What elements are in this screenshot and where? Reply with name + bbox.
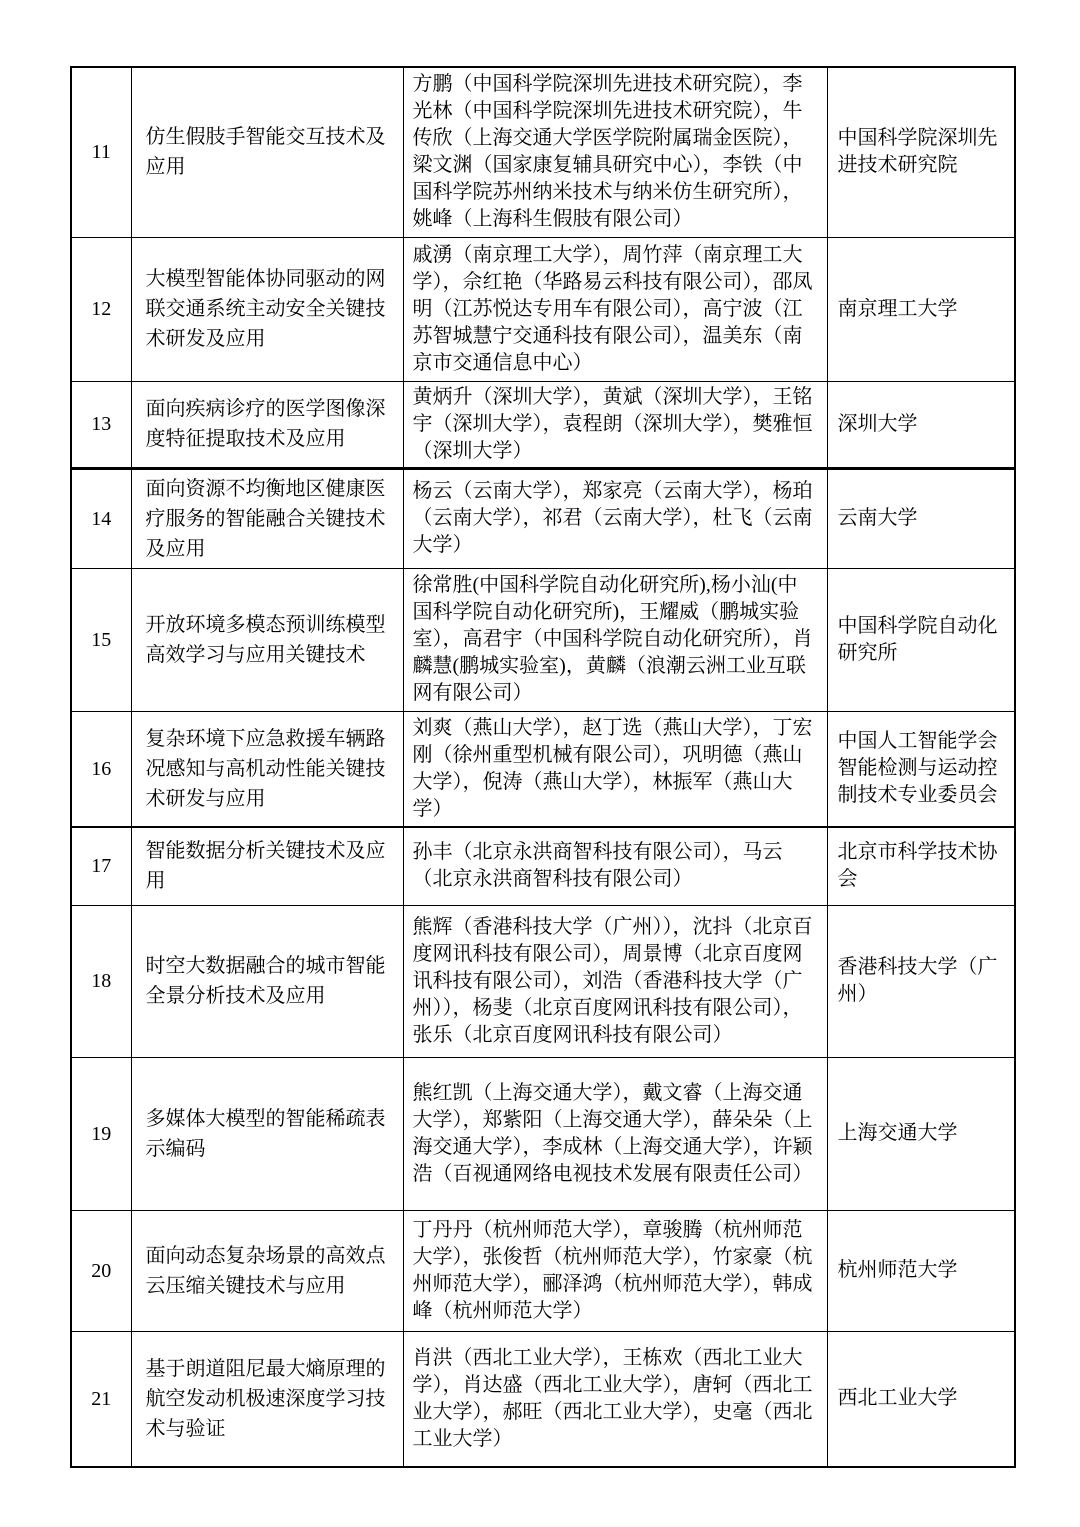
participants-cell: 熊辉（香港科技大学（广州）），沈抖（北京百度网讯科技有限公司），周景博（北京百度网讯科技有限公司），刘浩（香港科技大学（广州）），杨斐（北京百度网讯科技有限公司），张乐（北京百度网讯科技有限公司）: [403, 905, 827, 1057]
project-name-cell: 仿生假肢手智能交互技术及应用: [131, 67, 403, 237]
project-name-cell: 基于朗道阻尼最大熵原理的航空发动机极速深度学习技术与验证: [131, 1331, 403, 1467]
project-name-cell: 时空大数据融合的城市智能全景分析技术及应用: [131, 905, 403, 1057]
project-name-cell: 复杂环境下应急救援车辆路况感知与高机动性能关键技术研发与应用: [131, 711, 403, 827]
participants-cell: 孙丰（北京永洪商智科技有限公司），马云（北京永洪商智科技有限公司）: [403, 827, 827, 905]
project-name-cell: 开放环境多模态预训练模型高效学习与应用关键技术: [131, 568, 403, 711]
participants-cell: 徐常胜(中国科学院自动化研究所),杨小汕(中国科学院自动化研究所)，王耀威（鹏城实验室），高君宇（中国科学院自动化研究所），肖麟慧(鹏城实验室)，黄麟（浪潮云洲工业互联网有限公司）: [403, 568, 827, 711]
table-row: [71, 381, 1015, 468]
nominating-institution-cell: 上海交通大学: [827, 1057, 1015, 1210]
participants-cell: 刘爽（燕山大学），赵丁选（燕山大学），丁宏刚（徐州重型机械有限公司），巩明德（燕山大学），倪涛（燕山大学），林振军（燕山大学）: [403, 711, 827, 827]
nominating-institution-cell: 中国人工智能学会智能检测与运动控制技术专业委员会: [827, 711, 1015, 827]
table-row: [71, 711, 1015, 827]
nominating-institution-cell: 北京市科学技术协会: [827, 827, 1015, 905]
participants-cell: 黄炳升（深圳大学），黄斌（深圳大学），王铭宇（深圳大学），袁程朗（深圳大学），樊雅恒（深圳大学）: [403, 381, 827, 468]
project-name-cell: 面向疾病诊疗的医学图像深度特征提取技术及应用: [131, 381, 403, 468]
nominating-institution-cell: 杭州师范大学: [827, 1210, 1015, 1331]
nominating-institution-cell: 中国科学院深圳先进技术研究院: [827, 67, 1015, 237]
participants-cell: 方鹏（中国科学院深圳先进技术研究院），李光林（中国科学院深圳先进技术研究院），牛传欣（上海交通大学医学院附属瑞金医院），梁文渊（国家康复辅具研究中心），李铁（中国科学院苏州纳米技术与纳米仿生研究所），姚峰（上海科生假肢有限公司）: [403, 67, 827, 237]
project-name-cell: 大模型智能体协同驱动的网联交通系统主动安全关键技术研发及应用: [131, 237, 403, 381]
row-number-cell: 21: [71, 1331, 131, 1467]
table-row: [71, 1210, 1015, 1331]
row-number-cell: 11: [71, 67, 131, 237]
project-name-cell: 面向动态复杂场景的高效点云压缩关键技术与应用: [131, 1210, 403, 1331]
row-number-cell: 12: [71, 237, 131, 381]
nominating-institution-cell: 南京理工大学: [827, 237, 1015, 381]
participants-cell: 戚湧（南京理工大学），周竹萍（南京理工大学），佘红艳（华路易云科技有限公司），邵凤明（江苏悦达专用车有限公司），高宁波（江苏智城慧宁交通科技有限公司），温美东（南京市交通信息中心）: [403, 237, 827, 381]
row-number-cell: 16: [71, 711, 131, 827]
nominating-institution-cell: 香港科技大学（广州）: [827, 905, 1015, 1057]
table-row: [71, 468, 1015, 568]
participants-cell: 肖洪（西北工业大学），王栋欢（西北工业大学），肖达盛（西北工业大学），唐轲（西北工业大学），郝旺（西北工业大学），史毫（西北工业大学）: [403, 1331, 827, 1467]
row-number-cell: 17: [71, 827, 131, 905]
nominating-institution-cell: 云南大学: [827, 468, 1015, 568]
row-number-cell: 13: [71, 381, 131, 468]
nominating-institution-cell: 西北工业大学: [827, 1331, 1015, 1467]
table-row: [71, 237, 1015, 381]
table-row: [71, 1331, 1015, 1467]
participants-cell: 丁丹丹（杭州师范大学），章骏腾（杭州师范大学），张俊哲（杭州师范大学），竹家豪（杭州师范大学），郦泽鸿（杭州师范大学），韩成峰（杭州师范大学）: [403, 1210, 827, 1331]
nominating-institution-cell: 深圳大学: [827, 381, 1015, 468]
row-number-cell: 19: [71, 1057, 131, 1210]
table-row: [71, 1057, 1015, 1210]
row-number-cell: 14: [71, 468, 131, 568]
project-name-cell: 多媒体大模型的智能稀疏表示编码: [131, 1057, 403, 1210]
participants-cell: 杨云（云南大学），郑家亮（云南大学），杨珀（云南大学），祁君（云南大学），杜飞（云南大学）: [403, 468, 827, 568]
row-number-cell: 18: [71, 905, 131, 1057]
nominating-institution-cell: 中国科学院自动化研究所: [827, 568, 1015, 711]
project-name-cell: 智能数据分析关键技术及应用: [131, 827, 403, 905]
row-number-cell: 20: [71, 1210, 131, 1331]
projects-table: [70, 66, 1016, 1468]
table-row: [71, 905, 1015, 1057]
table-row: [71, 568, 1015, 711]
project-name-cell: 面向资源不均衡地区健康医疗服务的智能融合关键技术及应用: [131, 468, 403, 568]
row-number-cell: 15: [71, 568, 131, 711]
table-row: [71, 827, 1015, 905]
table-row: [71, 67, 1015, 237]
participants-cell: 熊红凯（上海交通大学），戴文睿（上海交通大学），郑紫阳（上海交通大学），薛朵朵（上海交通大学），李成林（上海交通大学），许颖浩（百视通网络电视技术发展有限责任公司）: [403, 1057, 827, 1210]
